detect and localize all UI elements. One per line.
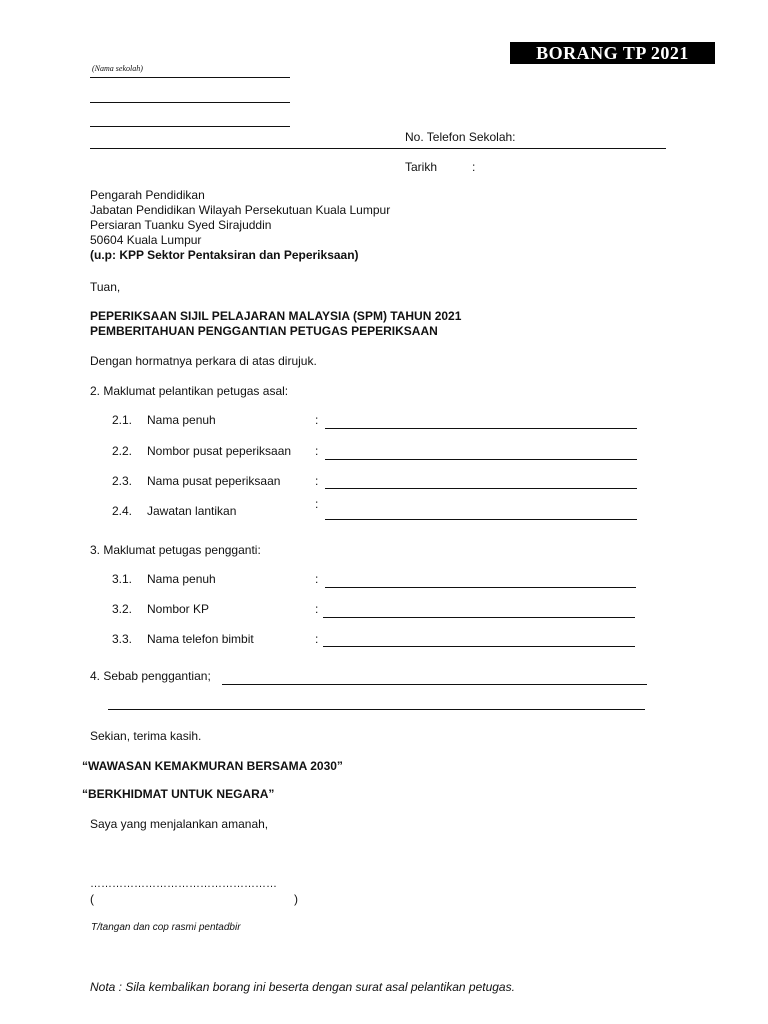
item-2-3-field[interactable] — [325, 488, 637, 489]
school-name-line-1 — [90, 77, 290, 78]
school-name-line-2 — [90, 102, 290, 103]
item-3-2-colon: : — [315, 602, 319, 616]
section-3-title: 3. Maklumat petugas pengganti: — [90, 543, 261, 557]
form-code-badge: BORANG TP 2021 — [510, 42, 715, 64]
salutation: Tuan, — [90, 280, 121, 294]
item-2-2-field[interactable] — [325, 459, 637, 460]
item-2-4-colon: : — [315, 497, 319, 511]
item-2-3-colon: : — [315, 474, 319, 488]
signature-close-paren: ) — [294, 892, 298, 906]
subject-line-2: PEMBERITAHUAN PENGGANTIAN PETUGAS PEPERIKSAAN — [90, 324, 438, 338]
date-colon: : — [472, 160, 476, 174]
item-2-2-colon: : — [315, 444, 319, 458]
item-3-2-field[interactable] — [323, 617, 635, 618]
school-name-line-3 — [90, 126, 290, 127]
reason-field-line-1[interactable] — [222, 684, 647, 685]
closing-text: Sekian, terima kasih. — [90, 729, 202, 743]
item-3-3-number: 3.3. — [112, 632, 133, 646]
recipient-line: Persiaran Tuanku Syed Sirajuddin — [90, 218, 272, 232]
section-2-title: 2. Maklumat pelantikan petugas asal: — [90, 384, 289, 398]
signature-dotted-line: …………………………………………… — [90, 878, 277, 890]
intro-text: Dengan hormatnya perkara di atas dirujuk. — [90, 354, 317, 368]
item-2-3-label: Nama pusat peperiksaan — [147, 474, 281, 488]
recipient-line: Pengarah Pendidikan — [90, 188, 205, 202]
school-name-label: (Nama sekolah) — [92, 64, 143, 73]
item-2-4-label: Jawatan lantikan — [147, 504, 237, 518]
recipient-line: 50604 Kuala Lumpur — [90, 233, 202, 247]
item-3-2-label: Nombor KP — [147, 602, 210, 616]
footer-note: Nota : Sila kembalikan borang ini beserta dengan surat asal pelantikan petugas. — [90, 980, 515, 994]
date-label: Tarikh — [405, 160, 438, 174]
motto-berkhidmat: “BERKHIDMAT UNTUK NEGARA” — [82, 787, 275, 801]
reason-field-line-2[interactable] — [108, 709, 645, 710]
item-3-3-field[interactable] — [323, 646, 635, 647]
signature-caption: T/tangan dan cop rasmi pentadbir — [91, 922, 241, 933]
item-2-4-field[interactable] — [325, 519, 637, 520]
header-separator — [90, 148, 666, 149]
item-3-1-colon: : — [315, 572, 319, 586]
item-2-1-field[interactable] — [325, 428, 637, 429]
signoff-text: Saya yang menjalankan amanah, — [90, 817, 269, 831]
item-2-2-label: Nombor pusat peperiksaan — [147, 444, 292, 458]
item-2-1-colon: : — [315, 413, 319, 427]
item-3-3-colon: : — [315, 632, 319, 646]
item-2-1-label: Nama penuh — [147, 413, 216, 427]
item-3-1-number: 3.1. — [112, 572, 133, 586]
item-3-2-number: 3.2. — [112, 602, 133, 616]
item-3-3-label: Nama telefon bimbit — [147, 632, 254, 646]
item-2-3-number: 2.3. — [112, 474, 133, 488]
subject-line-1: PEPERIKSAAN SIJIL PELAJARAN MALAYSIA (SPM) TAHUN 2021 — [90, 309, 462, 323]
school-phone-label: No. Telefon Sekolah: — [405, 130, 516, 144]
item-2-4-number: 2.4. — [112, 504, 133, 518]
section-4-title: 4. Sebab penggantian; — [90, 669, 211, 683]
item-2-1-number: 2.1. — [112, 413, 133, 427]
item-3-1-field[interactable] — [325, 587, 636, 588]
item-3-1-label: Nama penuh — [147, 572, 216, 586]
recipient-attention: (u.p: KPP Sektor Pentaksiran dan Peperiksaan) — [90, 248, 359, 262]
motto-wawasan: “WAWASAN KEMAKMURAN BERSAMA 2030” — [82, 759, 343, 773]
signature-open-paren: ( — [90, 892, 94, 906]
recipient-line: Jabatan Pendidikan Wilayah Persekutuan Kuala Lumpur — [90, 203, 391, 217]
item-2-2-number: 2.2. — [112, 444, 133, 458]
